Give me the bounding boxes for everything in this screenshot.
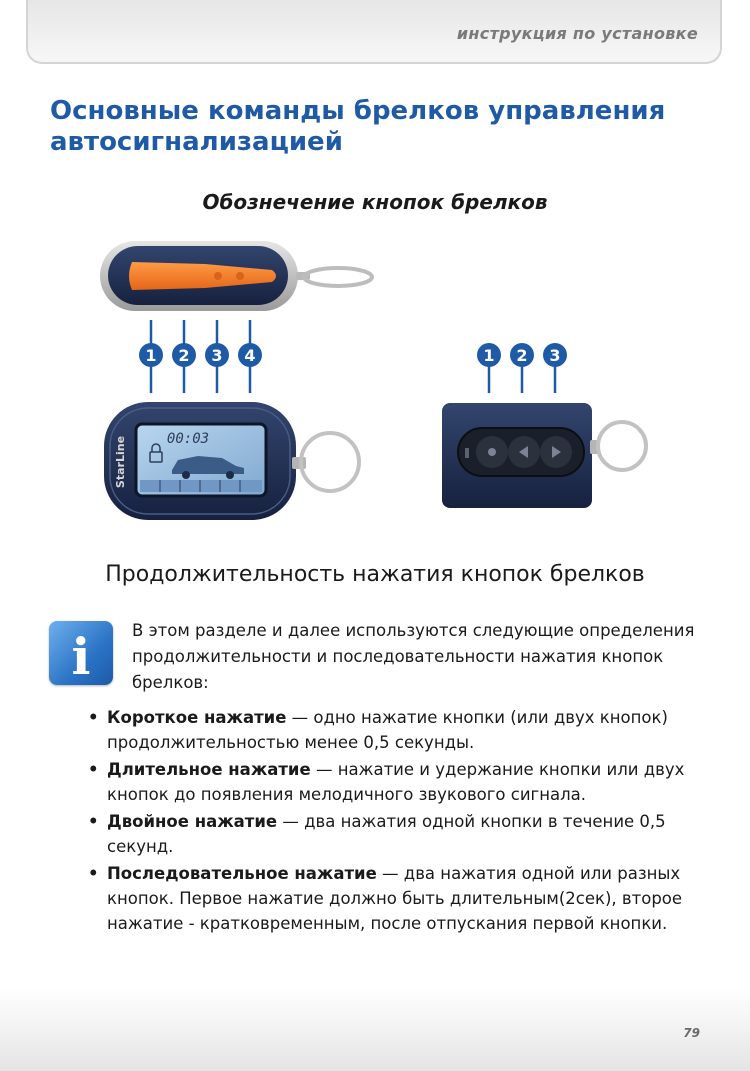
definition-text: — два нажатия одной кнопки в течение 0,5 секунд. xyxy=(107,812,666,856)
fob-lcd-front xyxy=(104,402,359,520)
svg-text:3: 3 xyxy=(211,346,223,365)
page-title: Основные команды брелков управления автосигнализацией xyxy=(50,96,666,157)
section-label: инструкция по установке xyxy=(456,24,698,43)
buttons-subtitle: Обознечение кнопок брелков xyxy=(202,190,548,214)
info-icon: i xyxy=(49,621,113,685)
svg-text:4: 4 xyxy=(244,346,256,365)
definition-term: Двойное нажатие xyxy=(107,812,278,831)
definition-item xyxy=(86,757,716,807)
secondary-fob-callout-badge-2 xyxy=(510,343,534,367)
fob-three-button xyxy=(442,403,646,508)
main-fob-callout-badge-3 xyxy=(205,343,229,367)
main-fob-callout-badge-4 xyxy=(238,343,262,367)
definition-text: — нажатие и удержание кнопки или двух кнопок до появления мелодичного звукового сигнала. xyxy=(107,760,685,804)
brand-label: StarLine xyxy=(114,435,127,489)
page-number: 79 xyxy=(683,1026,700,1040)
main-fob-callout-badge-1 xyxy=(139,343,163,367)
main-fob-callout-badge-2 xyxy=(172,343,196,367)
footer-bar xyxy=(0,988,750,1071)
definition-text: — одно нажатие кнопки (или двух кнопок) продолжительностью менее 0,5 секунды. xyxy=(107,708,668,752)
definition-item xyxy=(86,705,716,755)
intro-text: В этом разделе и далее используются следующие определения продолжительности и последовательности нажатия кнопок брелков: xyxy=(132,621,695,692)
definition-text: — два нажатия одной или разных кнопок. Первое нажатие должно быть длительным(2сек), второе нажатие - кратковременным, после отпускания первой кнопки. xyxy=(107,864,683,933)
fob-top-view xyxy=(100,241,372,311)
definition-term: Последовательное нажатие xyxy=(107,864,377,883)
main-fob-callouts xyxy=(151,320,250,393)
definition-item xyxy=(86,861,716,936)
definition-term: Короткое нажатие xyxy=(107,708,287,727)
svg-text:1: 1 xyxy=(145,346,157,365)
svg-text:1: 1 xyxy=(483,346,495,365)
secondary-fob-callout-badge-1 xyxy=(477,343,501,367)
definition-term: Длительное нажатие xyxy=(107,760,311,779)
svg-text:2: 2 xyxy=(178,346,190,365)
secondary-fob-callout-badge-3 xyxy=(543,343,567,367)
definition-item xyxy=(86,809,716,859)
lcd-time: 00:03 xyxy=(166,431,210,447)
duration-heading: Продолжительность нажатия кнопок брелков xyxy=(105,562,645,587)
svg-text:2: 2 xyxy=(516,346,528,365)
definitions-list xyxy=(86,705,716,938)
svg-text:3: 3 xyxy=(549,346,561,365)
